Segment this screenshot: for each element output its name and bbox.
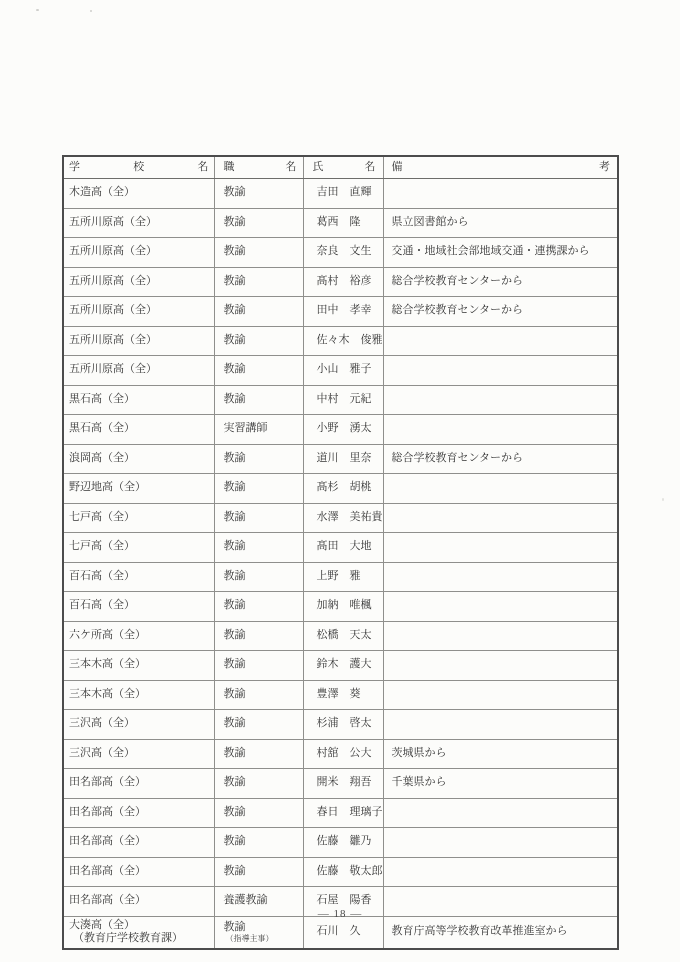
remark [383, 179, 618, 209]
remark [383, 621, 618, 651]
school-name: 六ケ所高（全） [69, 628, 146, 641]
job-title: 教諭 [223, 186, 246, 199]
person-name: 小野 湧太 [303, 415, 383, 445]
table-row [63, 710, 618, 740]
person-name: 加納 唯楓 [303, 592, 383, 622]
person-name: 小山 雅子 [303, 356, 383, 386]
header-row [63, 156, 618, 179]
school-name: 五所川原高（全） [69, 363, 157, 376]
person-name: 道川 里奈 [303, 444, 383, 474]
table-row [63, 474, 618, 504]
person-name: 石屋 陽香 [303, 887, 383, 917]
header-school [63, 156, 214, 179]
school-name: 黒石高（全） [69, 392, 135, 405]
job-title: 教諭 [223, 304, 246, 317]
remark: 総合学校教育センターから [383, 297, 618, 327]
remark [383, 415, 618, 445]
job-title: 養護教諭 [223, 894, 268, 907]
school-name: 三本木高（全） [69, 687, 146, 700]
job-title: 実習講師 [223, 422, 268, 435]
remark [383, 326, 618, 356]
school-name: 野辺地高（全） [69, 481, 146, 494]
table-row [63, 562, 618, 592]
table-header [63, 156, 618, 179]
person-name: 佐藤 雛乃 [303, 828, 383, 858]
table-row [63, 828, 618, 858]
person-name: 豊澤 葵 [303, 680, 383, 710]
person-name: 髙田 大地 [303, 533, 383, 563]
person-name: 佐藤 敬太郎 [303, 857, 383, 887]
school-name: 五所川原高（全） [69, 274, 157, 287]
school-name: 木造高（全） [69, 186, 135, 199]
header-school-char: 学 [69, 160, 80, 173]
school-name: 五所川原高（全） [69, 333, 157, 346]
job-title: 教諭 [223, 510, 246, 523]
job-title: 教諭 [223, 333, 246, 346]
person-name: 杉浦 啓太 [303, 710, 383, 740]
person-name: 春日 理璃子 [303, 798, 383, 828]
table-row [63, 533, 618, 563]
job-title: 教諭 [223, 274, 246, 287]
job-title: 教諭 [223, 245, 246, 258]
remark [383, 562, 618, 592]
remark [383, 474, 618, 504]
header-name [303, 156, 383, 179]
school-name: 大湊高（全） [69, 918, 135, 931]
job-title: 教諭 [223, 687, 246, 700]
remark [383, 710, 618, 740]
person-name: 上野 雅 [303, 562, 383, 592]
school-name: 五所川原高（全） [69, 215, 157, 228]
table-row [63, 208, 618, 238]
job-title: 教諭 [223, 215, 246, 228]
school-name: 百石高（全） [69, 599, 135, 612]
table-row [63, 739, 618, 769]
person-name: 吉田 直輝 [303, 179, 383, 209]
remark [383, 356, 618, 386]
table-row [63, 444, 618, 474]
job-title: 教諭 [223, 540, 246, 553]
table-row [63, 592, 618, 622]
person-name: 髙杉 胡桃 [303, 474, 383, 504]
person-name: 開米 翔吾 [303, 769, 383, 799]
header-remark [383, 156, 618, 179]
school-name: 五所川原高（全） [69, 304, 157, 317]
table-row [63, 356, 618, 386]
job-title: 教諭 [223, 363, 246, 376]
table-row [63, 238, 618, 268]
job-title: 教諭 [223, 628, 246, 641]
school-name: 田名部高（全） [69, 805, 146, 818]
remark [383, 828, 618, 858]
remark [383, 798, 618, 828]
page-number: — 18 — [317, 908, 363, 920]
scan-artifact [662, 498, 664, 501]
job-title: 教諭 [223, 746, 246, 759]
table-row [63, 503, 618, 533]
school-name: 黒石高（全） [69, 422, 135, 435]
school-name: 田名部高（全） [69, 864, 146, 877]
table-row [63, 651, 618, 681]
table-row [63, 297, 618, 327]
header-remark-char: 備 [391, 160, 403, 173]
table-row [63, 798, 618, 828]
job-title: 教諭 [223, 451, 246, 464]
school-name: 七戸高（全） [69, 540, 135, 553]
job-title: 教諭 [223, 835, 246, 848]
person-name: 田中 孝幸 [303, 297, 383, 327]
person-name: 葛西 隆 [303, 208, 383, 238]
table-row [63, 267, 618, 297]
remark [383, 857, 618, 887]
school-name: 田名部高（全） [69, 894, 146, 907]
header-title-char: 名 [285, 160, 297, 173]
header-title [214, 156, 303, 179]
header-school-char: 校 [133, 160, 145, 173]
job-title: 教諭 [223, 805, 246, 818]
remark [383, 533, 618, 563]
person-name: 水澤 美祐貴 [303, 503, 383, 533]
job-title-note: （指導主事） [225, 934, 274, 944]
school-name: 百石高（全） [69, 569, 135, 582]
header-title-char: 職 [223, 160, 235, 173]
remark [383, 651, 618, 681]
job-title: 教諭 [223, 658, 246, 671]
school-name: 田名部高（全） [69, 776, 146, 789]
remark [383, 503, 618, 533]
person-name: 石川 久 [303, 916, 383, 949]
header-name-char: 名 [364, 160, 376, 173]
school-name: 七戸高（全） [69, 510, 135, 523]
person-name: 松橋 天太 [303, 621, 383, 651]
table-row [63, 179, 618, 209]
remark [383, 680, 618, 710]
job-title: 教諭 [223, 920, 246, 933]
remark [383, 592, 618, 622]
remark: 県立図書館から [383, 208, 618, 238]
person-name: 佐々木 俊雅 [303, 326, 383, 356]
job-title: 教諭 [223, 599, 246, 612]
table-row [63, 415, 618, 445]
remark: 総合学校教育センターから [383, 267, 618, 297]
school-name: 田名部高（全） [69, 835, 146, 848]
remark: 総合学校教育センターから [383, 444, 618, 474]
school-name: 三本木高（全） [69, 658, 146, 671]
table-row [63, 857, 618, 887]
personnel-table [62, 155, 619, 950]
table-row [63, 680, 618, 710]
person-name: 鈴木 護大 [303, 651, 383, 681]
job-title: 教諭 [223, 481, 246, 494]
school-name: 三沢高（全） [69, 717, 135, 730]
header-name-char: 氏 [312, 160, 324, 173]
header-remark-char: 考 [599, 160, 610, 173]
remark: 教育庁高等学校教育改革推進室から [383, 916, 618, 949]
table-body [63, 179, 618, 950]
remark: 千葉県から [383, 769, 618, 799]
header-school-char: 名 [197, 160, 209, 173]
person-name: 髙村 裕彦 [303, 267, 383, 297]
person-name: 村舘 公大 [303, 739, 383, 769]
table-row [63, 769, 618, 799]
school-name: 三沢高（全） [69, 746, 135, 759]
scan-artifact [36, 9, 39, 11]
school-name: 五所川原高（全） [69, 245, 157, 258]
job-title: 教諭 [223, 717, 246, 730]
table-row [63, 916, 618, 949]
person-name: 中村 元紀 [303, 385, 383, 415]
remark [383, 385, 618, 415]
school-name: 浪岡高（全） [69, 451, 135, 464]
table-row [63, 326, 618, 356]
table-row [63, 385, 618, 415]
table-row [63, 621, 618, 651]
scan-artifact [90, 10, 92, 12]
remark: 交通・地域社会部地域交通・連携課から [383, 238, 618, 268]
job-title: 教諭 [223, 392, 246, 405]
job-title: 教諭 [223, 864, 246, 877]
job-title: 教諭 [223, 569, 246, 582]
remark: 茨城県から [383, 739, 618, 769]
school-name-line2: （教育庁学校教育課） [73, 932, 183, 945]
person-name: 奈良 文生 [303, 238, 383, 268]
job-title: 教諭 [223, 776, 246, 789]
